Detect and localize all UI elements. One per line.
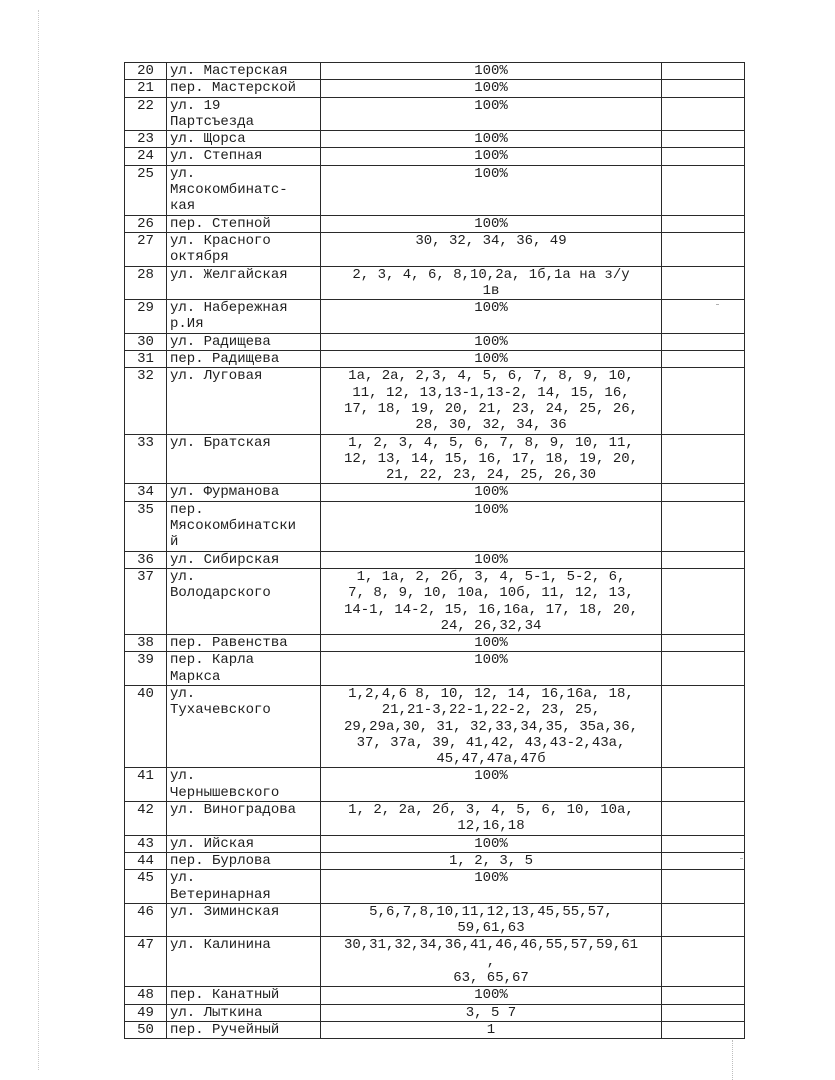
house-numbers: 100%	[321, 484, 662, 501]
table-row	[125, 232, 745, 266]
notes-cell	[662, 215, 745, 232]
notes-cell	[662, 266, 745, 300]
house-numbers: 100%	[321, 215, 662, 232]
house-numbers: 100%	[321, 987, 662, 1004]
row-number: 39	[125, 652, 167, 686]
house-numbers: 100%	[321, 870, 662, 904]
street-name: ул. Тухачевского	[167, 685, 321, 767]
row-number: 22	[125, 97, 167, 131]
notes-cell	[662, 232, 745, 266]
house-numbers: 1а, 2а, 2,3, 4, 5, 6, 7, 8, 9, 10, 11, 12, 13,13-1,13-2, 14, 15, 16, 17, 18, 19, 20, 21, 23, 24, 25, 26, 28, 30, 32, 34, 36	[321, 368, 662, 434]
table-row	[125, 937, 745, 987]
row-number: 32	[125, 368, 167, 434]
notes-cell	[662, 165, 745, 215]
notes-cell	[662, 368, 745, 434]
street-name: ул. Зиминская	[167, 903, 321, 937]
street-name: ул. Виноградова	[167, 802, 321, 836]
notes-cell	[662, 333, 745, 350]
notes-cell	[662, 97, 745, 131]
house-numbers: 2, 3, 4, 6, 8,10,2а, 1б,1а на з/у 1в	[321, 266, 662, 300]
table-row	[125, 568, 745, 634]
table-row	[125, 63, 745, 80]
house-numbers: 30,31,32,34,36,41,46,46,55,57,59,61 , 63, 65,67	[321, 937, 662, 987]
street-name: ул. Желгайская	[167, 266, 321, 300]
house-numbers: 1, 2, 2а, 2б, 3, 4, 5, 6, 10, 10а, 12,16,18	[321, 802, 662, 836]
street-name: ул. Фурманова	[167, 484, 321, 501]
house-numbers: 100%	[321, 148, 662, 165]
notes-cell	[662, 551, 745, 568]
house-numbers: 1, 2, 3, 5	[321, 852, 662, 869]
row-number: 27	[125, 232, 167, 266]
street-name: ул. Сибирская	[167, 551, 321, 568]
row-number: 20	[125, 63, 167, 80]
scan-edge-right	[732, 1040, 734, 1080]
table-row	[125, 685, 745, 767]
notes-cell	[662, 903, 745, 937]
row-number: 26	[125, 215, 167, 232]
table-row	[125, 903, 745, 937]
table-row	[125, 835, 745, 852]
address-table-body	[125, 63, 745, 1039]
table-row	[125, 165, 745, 215]
table-row	[125, 351, 745, 368]
street-name: ул. 19 Партсъезда	[167, 97, 321, 131]
notes-cell	[662, 434, 745, 484]
table-row	[125, 80, 745, 97]
row-number: 36	[125, 551, 167, 568]
notes-cell	[662, 852, 745, 869]
address-table	[124, 62, 745, 1039]
house-numbers: 100%	[321, 551, 662, 568]
table-row	[125, 215, 745, 232]
notes-cell	[662, 300, 745, 334]
row-number: 28	[125, 266, 167, 300]
house-numbers: 100%	[321, 501, 662, 551]
street-name: ул. Володарского	[167, 568, 321, 634]
table-row	[125, 333, 745, 350]
house-numbers: 1, 2, 3, 4, 5, 6, 7, 8, 9, 10, 11, 12, 13, 14, 15, 16, 17, 18, 19, 20, 21, 22, 23, 24, 25, 26,30	[321, 434, 662, 484]
notes-cell	[662, 802, 745, 836]
street-name: ул. Мясокомбинатс- кая	[167, 165, 321, 215]
street-name: ул. Мастерская	[167, 63, 321, 80]
row-number: 46	[125, 903, 167, 937]
house-numbers: 100%	[321, 835, 662, 852]
house-numbers: 100%	[321, 652, 662, 686]
row-number: 38	[125, 635, 167, 652]
table-row	[125, 802, 745, 836]
street-name: ул. Чернышевского	[167, 768, 321, 802]
house-numbers: 100%	[321, 333, 662, 350]
row-number: 40	[125, 685, 167, 767]
house-numbers: 1,2,4,6 8, 10, 12, 14, 16,16а, 18, 21,21-3,22-1,22-2, 23, 25, 29,29а,30, 31, 32,33,34,35, 35а,36, 37, 37а, 39, 41,42, 43,43-2,43а, 45,47,47а,47б	[321, 685, 662, 767]
house-numbers: 1, 1а, 2, 2б, 3, 4, 5-1, 5-2, 6, 7, 8, 9, 10, 10а, 10б, 11, 12, 13, 14-1, 14-2, 15, 16,16а, 17, 18, 20, 24, 26,32,34	[321, 568, 662, 634]
notes-cell	[662, 63, 745, 80]
street-name: ул. Набережная р.Ия	[167, 300, 321, 334]
street-name: ул. Ветеринарная	[167, 870, 321, 904]
house-numbers: 30, 32, 34, 36, 49	[321, 232, 662, 266]
street-name: пер. Бурлова	[167, 852, 321, 869]
notes-cell	[662, 501, 745, 551]
notes-cell	[662, 568, 745, 634]
row-number: 24	[125, 148, 167, 165]
row-number: 23	[125, 131, 167, 148]
street-name: ул. Луговая	[167, 368, 321, 434]
row-number: 25	[125, 165, 167, 215]
table-row	[125, 551, 745, 568]
table-row	[125, 635, 745, 652]
table-row	[125, 300, 745, 334]
table-row	[125, 131, 745, 148]
house-numbers: 100%	[321, 351, 662, 368]
notes-cell	[662, 80, 745, 97]
street-name: пер. Канатный	[167, 987, 321, 1004]
house-numbers: 100%	[321, 131, 662, 148]
row-number: 44	[125, 852, 167, 869]
notes-cell	[662, 870, 745, 904]
table-row	[125, 266, 745, 300]
table-row	[125, 434, 745, 484]
row-number: 35	[125, 501, 167, 551]
street-name: пер. Степной	[167, 215, 321, 232]
row-number: 29	[125, 300, 167, 334]
row-number: 47	[125, 937, 167, 987]
row-number: 50	[125, 1021, 167, 1038]
row-number: 43	[125, 835, 167, 852]
table-row	[125, 987, 745, 1004]
street-name: ул. Братская	[167, 434, 321, 484]
row-number: 48	[125, 987, 167, 1004]
table-row	[125, 768, 745, 802]
table-row	[125, 870, 745, 904]
row-number: 33	[125, 434, 167, 484]
house-numbers: 100%	[321, 635, 662, 652]
street-name: пер. Ручейный	[167, 1021, 321, 1038]
street-name: пер. Мясокомбинатски й	[167, 501, 321, 551]
house-numbers: 1	[321, 1021, 662, 1038]
house-numbers: 100%	[321, 165, 662, 215]
street-name: пер. Радищева	[167, 351, 321, 368]
row-number: 49	[125, 1004, 167, 1021]
house-numbers: 5,6,7,8,10,11,12,13,45,55,57, 59,61,63	[321, 903, 662, 937]
house-numbers: 100%	[321, 63, 662, 80]
table-row	[125, 1004, 745, 1021]
street-name: пер. Равенства	[167, 635, 321, 652]
notes-cell	[662, 484, 745, 501]
street-name: пер. Мастерской	[167, 80, 321, 97]
street-name: ул. Красного октября	[167, 232, 321, 266]
notes-cell	[662, 148, 745, 165]
scan-edge-left	[38, 10, 40, 1070]
house-numbers: 100%	[321, 80, 662, 97]
notes-cell	[662, 1004, 745, 1021]
row-number: 41	[125, 768, 167, 802]
house-numbers: 100%	[321, 300, 662, 334]
notes-cell	[662, 685, 745, 767]
row-number: 42	[125, 802, 167, 836]
row-number: 31	[125, 351, 167, 368]
notes-cell	[662, 987, 745, 1004]
street-name: ул. Щорса	[167, 131, 321, 148]
notes-cell	[662, 351, 745, 368]
table-row	[125, 652, 745, 686]
row-number: 37	[125, 568, 167, 634]
house-numbers: 3, 5 7	[321, 1004, 662, 1021]
street-name: ул. Лыткина	[167, 1004, 321, 1021]
table-row	[125, 501, 745, 551]
table-row	[125, 148, 745, 165]
notes-cell	[662, 835, 745, 852]
row-number: 45	[125, 870, 167, 904]
table-row	[125, 484, 745, 501]
notes-cell	[662, 1021, 745, 1038]
row-number: 34	[125, 484, 167, 501]
row-number: 30	[125, 333, 167, 350]
house-numbers: 100%	[321, 768, 662, 802]
notes-cell	[662, 937, 745, 987]
notes-cell	[662, 652, 745, 686]
notes-cell	[662, 768, 745, 802]
street-name: ул. Степная	[167, 148, 321, 165]
street-name: ул. Радищева	[167, 333, 321, 350]
street-name: ул. Калинина	[167, 937, 321, 987]
table-row	[125, 97, 745, 131]
house-numbers: 100%	[321, 97, 662, 131]
table-row	[125, 1021, 745, 1038]
table-row	[125, 368, 745, 434]
notes-cell	[662, 131, 745, 148]
notes-cell	[662, 635, 745, 652]
table-row	[125, 852, 745, 869]
street-name: пер. Карла Маркса	[167, 652, 321, 686]
street-name: ул. Ийская	[167, 835, 321, 852]
row-number: 21	[125, 80, 167, 97]
